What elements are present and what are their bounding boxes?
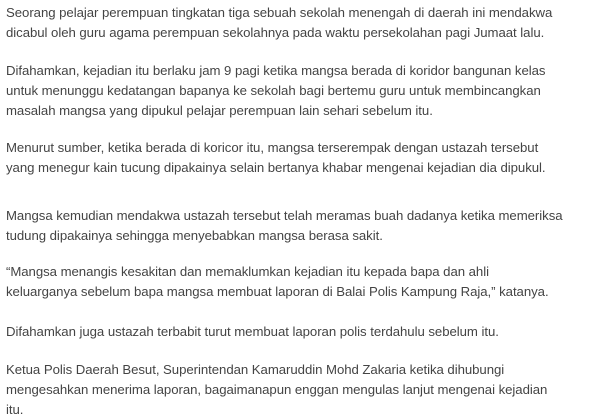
text-line: Ketua Polis Daerah Besut, Superintendan Kamaruddin Mohd Zakaria ketika dihubungi [6, 362, 505, 377]
text-line: Difahamkan, kejadian itu berlaku jam 9 pagi ketika mangsa berada di koridor bangunan kelas [6, 63, 546, 78]
text-line: Difahamkan juga ustazah terbabit turut membuat laporan polis terdahulu sebelum itu. [6, 324, 499, 339]
paragraph [6, 206, 563, 246]
text-line: Mangsa kemudian mendakwa ustazah tersebut telah meramas buah dadanya ketika memeriksa [6, 208, 563, 223]
text-line: Seorang pelajar perempuan tingkatan tiga sebuah sekolah menengah di daerah ini mendakwa [6, 5, 553, 20]
paragraph [6, 3, 552, 43]
paragraph [6, 61, 545, 121]
text-line: tudung dipakainya sehingga menyebabkan mangsa berasa sakit. [6, 228, 383, 243]
text-line: Menurut sumber, ketika berada di koricor itu, mangsa terserempak dengan ustazah tersebut [6, 140, 539, 155]
text-line: keluarganya sebelum bapa mangsa membuat laporan di Balai Polis Kampung Raja,” katanya. [6, 284, 549, 299]
text-line: mengesahkan menerima laporan, bagaimanapun enggan mengulas lanjut mengenai kejadian [6, 382, 548, 397]
paragraph [6, 322, 499, 342]
text-line: masalah mangsa yang dipukul pelajar perempuan lain sehari sebelum itu. [6, 103, 433, 118]
text-line: untuk menunggu kedatangan bapanya ke sekolah bagi bertemu guru untuk membincangkan [6, 83, 541, 98]
paragraph [6, 262, 549, 302]
text-line: yang menegur kain tucung dipakainya selain bertanya khabar mengenai kejadian dia dipukul. [6, 160, 546, 175]
text-line: “Mangsa menangis kesakitan dan memaklumkan kejadian itu kepada bapa dan ahli [6, 264, 489, 279]
text-line: itu. [6, 402, 24, 417]
text-line: dicabul oleh guru agama perempuan sekolahnya pada waktu persekolahan pagi Jumaat lalu. [6, 25, 545, 40]
paragraph [6, 138, 546, 178]
paragraph [6, 360, 547, 420]
